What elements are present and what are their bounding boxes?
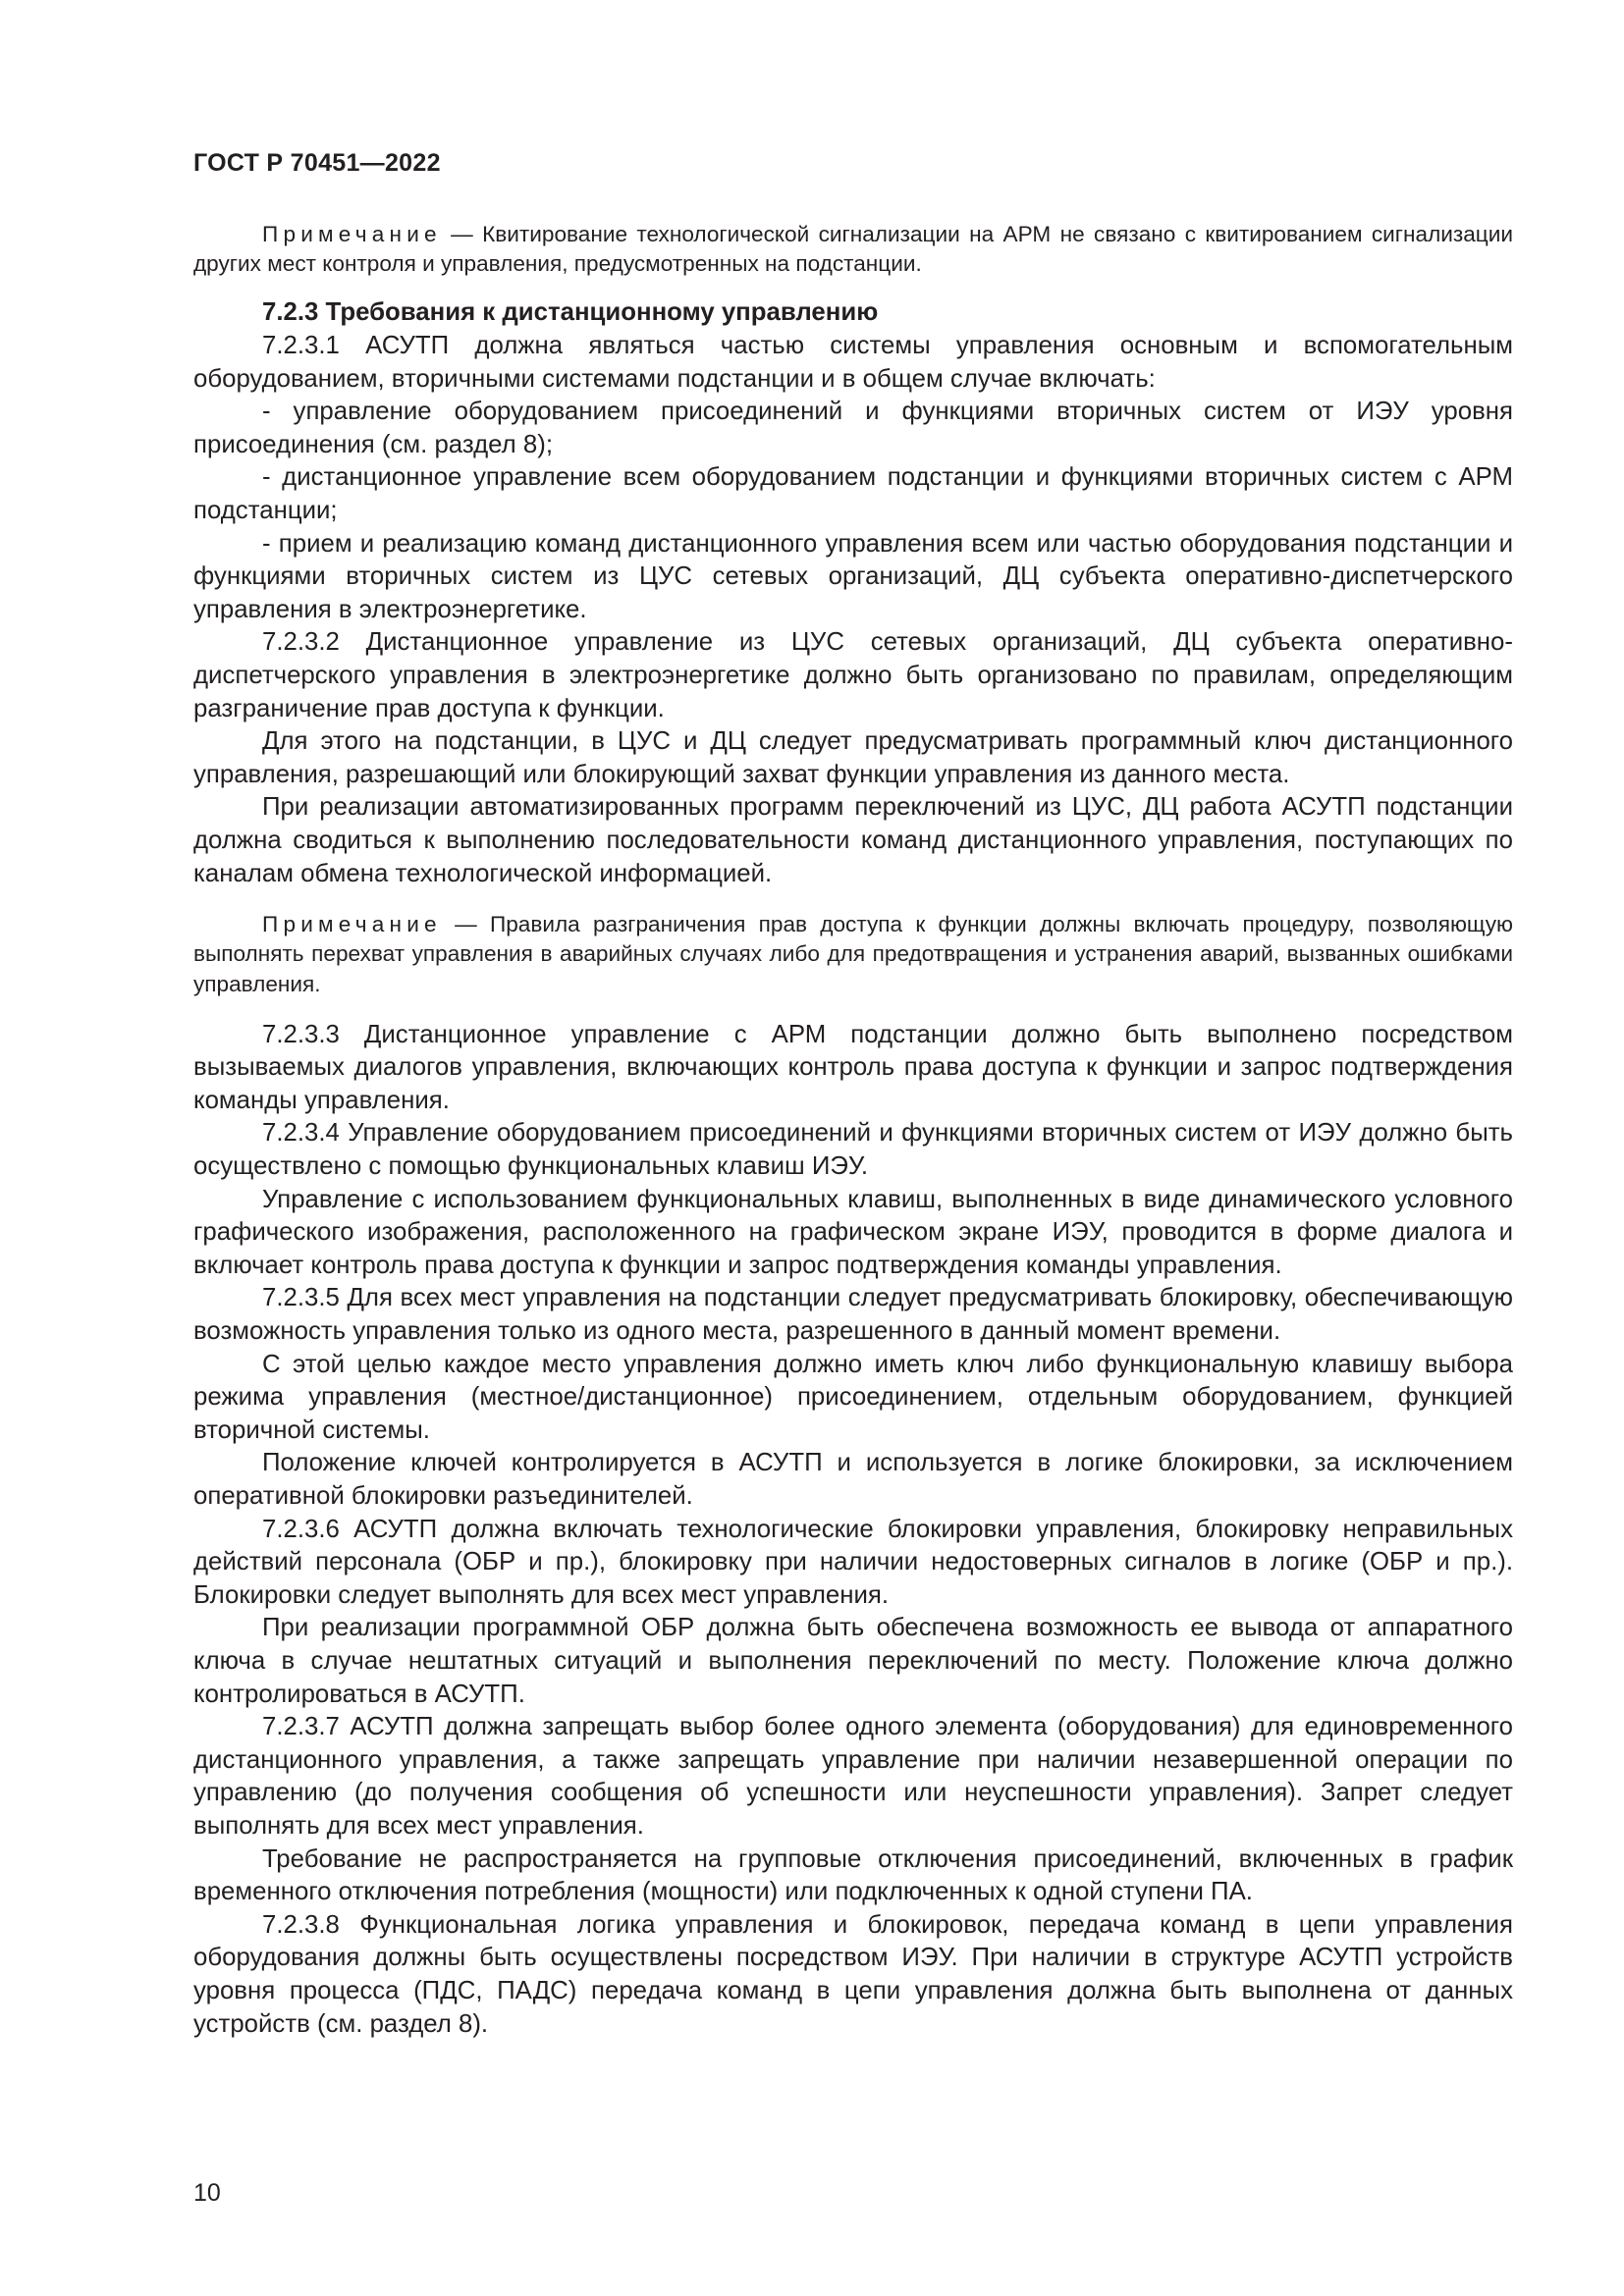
note-1-text: — Квитирование технологической сигнализации на АРМ не связано с квитированием сигнализации других мест контроля и управления, предусмотренных на подстанции. bbox=[193, 222, 1513, 277]
document-header: ГОСТ Р 70451—2022 bbox=[193, 149, 441, 177]
paragraph: При реализации программной ОБР должна быть обеспечена возможность ее вывода от аппаратного ключа в случае нештатных ситуаций и выполнения переключений по месту. Положение ключа должно контролироваться в АСУТП. bbox=[193, 1614, 1513, 1708]
note-1-label: Примечание bbox=[262, 222, 442, 246]
paragraph: 7.2.3.3 Дистанционное управление с АРМ подстанции должно быть выполнено посредством вызываемых диалогов управления, включающих контроль права доступа к функции и запрос подтверждения команды управления. bbox=[193, 1020, 1513, 1114]
paragraph: 7.2.3.1 АСУТП должна являться частью системы управления основным и вспомогательным оборудованием, вторичными системами подстанции и в общем случае включать: bbox=[193, 332, 1513, 393]
paragraph: Требование не распространяется на групповые отключения присоединений, включенных в график временного отключения потребления (мощности) или подключенных к одной ступени ПА. bbox=[193, 1844, 1513, 1906]
note-2-label: Примечание bbox=[262, 912, 442, 937]
paragraph: С этой целью каждое место управления должно иметь ключ либо функциональную клавишу выбора режима управления (местное/дистанционное) присоединением, отдельным оборудованием, функцией вторичной системы. bbox=[193, 1350, 1513, 1444]
page-body bbox=[193, 220, 1513, 2041]
paragraph: 7.2.3.4 Управление оборудованием присоединений и функциями вторичных систем от ИЭУ должно быть осуществлено с помощью функциональных клавиш ИЭУ. bbox=[193, 1119, 1513, 1181]
list-item: - управление оборудованием присоединений и функциями вторичных систем от ИЭУ уровня присоединения (см. раздел 8); bbox=[193, 398, 1513, 458]
section-heading: 7.2.3 Требования к дистанционному управлению bbox=[262, 298, 879, 327]
paragraph: 7.2.3.2 Дистанционное управление из ЦУС сетевых организаций, ДЦ субъекта оперативно-диспетчерского управления в электроэнергетике должно быть организовано по правилам, определяющим разграничение прав доступа к функции. bbox=[193, 628, 1513, 722]
list-item: - дистанционное управление всем оборудованием подстанции и функциями вторичных систем с АРМ подстанции; bbox=[193, 463, 1513, 524]
list-item: - прием и реализацию команд дистанционного управления всем или частью оборудования подстанции и функциями вторичных систем из ЦУС сетевых организаций, ДЦ субъекта оперативно-диспетчерского управления в электроэнергетике. bbox=[193, 529, 1513, 623]
paragraph: 7.2.3.6 АСУТП должна включать технологические блокировки управления, блокировку неправильных действий персонала (ОБР и пр.), блокировку при наличии недостоверных сигналов в логике (ОБР и пр.). Блокировки следует выполнять для всех мест управления. bbox=[193, 1515, 1513, 1609]
paragraph: Положение ключей контролируется в АСУТП и используется в логике блокировки, за исключением оперативной блокировки разъединителей. bbox=[193, 1449, 1513, 1511]
paragraph: 7.2.3.5 Для всех мест управления на подстанции следует предусматривать блокировку, обеспечивающую возможность управления только из одного места, разрешенного в данный момент времени. bbox=[193, 1284, 1513, 1346]
page-number: 10 bbox=[193, 2179, 221, 2207]
paragraph: 7.2.3.8 Функциональная логика управления и блокировок, передача команд в цепи управления оборудования должны быть осуществлены посредством ИЭУ. При наличии в структуре АСУТП устройств уровня процесса (ПДС, ПАДС) передача команд в цепи управления должна быть выполнена от данных устройств (см. раздел 8). bbox=[193, 1910, 1513, 2038]
paragraph: Для этого на подстанции, в ЦУС и ДЦ следует предусматривать программный ключ дистанционного управления, разрешающий или блокирующий захват функции управления из данного места. bbox=[193, 727, 1513, 788]
note-2 bbox=[193, 910, 1513, 999]
paragraph: 7.2.3.7 АСУТП должна запрещать выбор более одного элемента (оборудования) для единовременного дистанционного управления, а также запрещать управление при наличии незавершенной операции по управлению (до получения сообщения об успешности или неуспешности управления). Запрет следует выполнять для всех мест управления. bbox=[193, 1713, 1513, 1840]
paragraph: Управление с использованием функциональных клавиш, выполненных в виде динамического условного графического изображения, расположенного на графическом экране ИЭУ, проводится в форме диалога и включает контроль права доступа к функции и запрос подтверждения команды управления. bbox=[193, 1185, 1513, 1279]
note-2-text: — Правила разграничения прав доступа к функции должны включать процедуру, позволяющую выполнять перехват управления в аварийных случаях либо для предотвращения и устранения аварий, вызванных ошибками управления. bbox=[193, 912, 1513, 996]
paragraph: При реализации автоматизированных программ переключений из ЦУС, ДЦ работа АСУТП подстанции должна сводиться к выполнению последовательности команд дистанционного управления, поступающих по каналам обмена технологической информацией. bbox=[193, 793, 1513, 887]
note-1 bbox=[193, 220, 1513, 279]
